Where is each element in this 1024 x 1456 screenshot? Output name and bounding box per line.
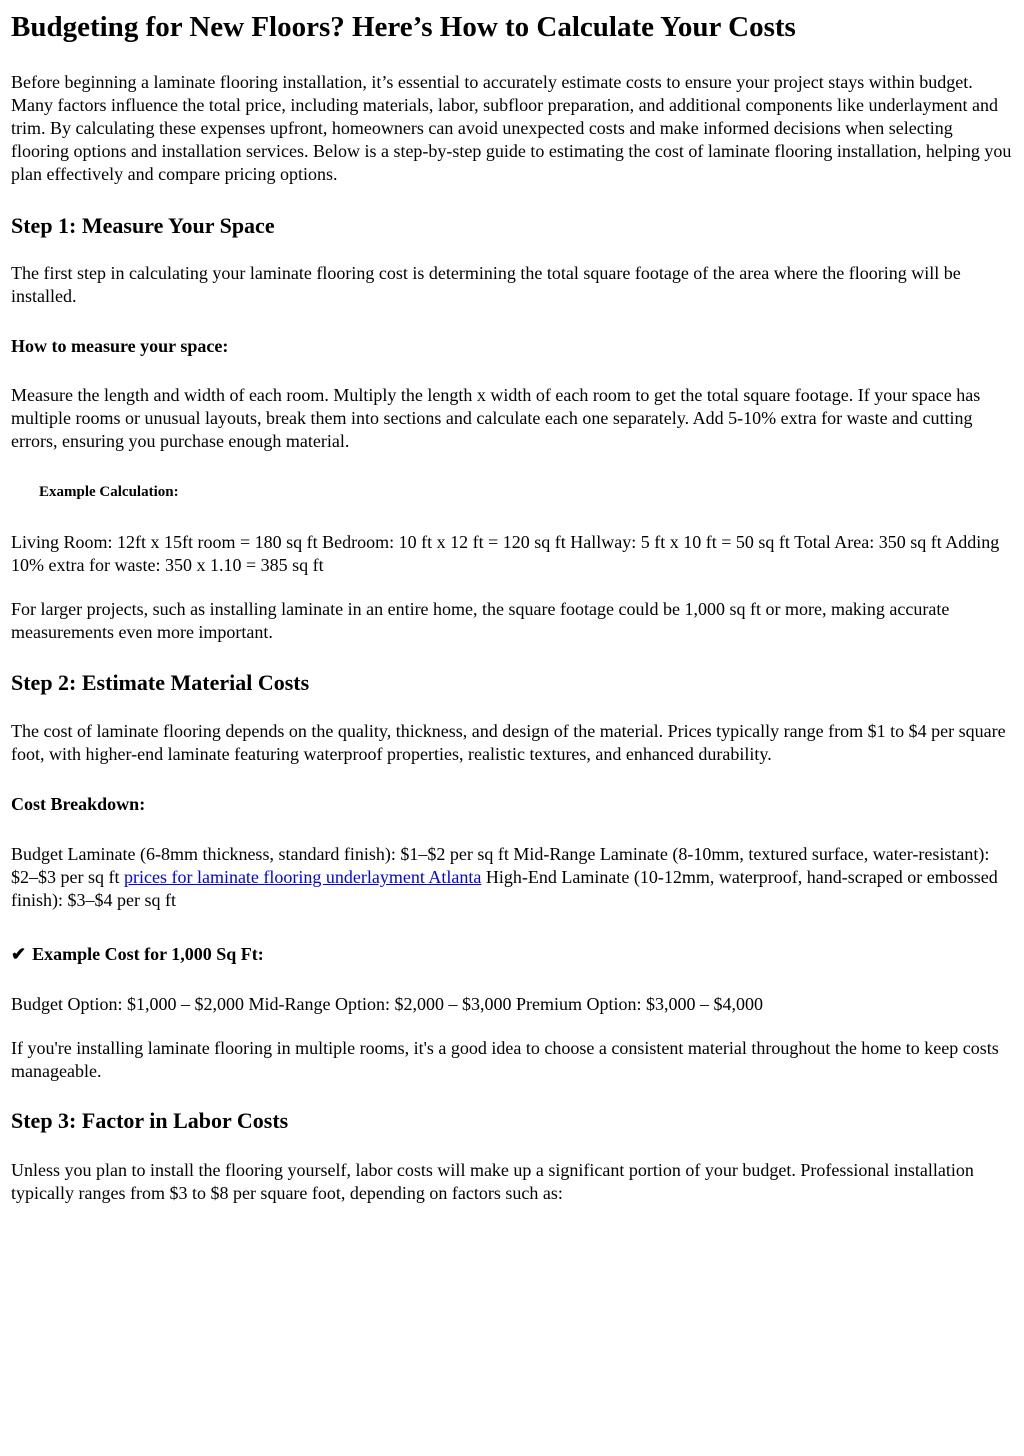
step1-heading: Step 1: Measure Your Space bbox=[11, 213, 275, 238]
step2-consistency-paragraph: If you're installing laminate flooring in multiple rooms, it's a good idea to choose a consistent material throughout the home to keep costs manageable. bbox=[11, 1038, 999, 1081]
checkmark-icon: ✔ bbox=[11, 944, 27, 964]
step3-paragraph: Unless you plan to install the flooring yourself, labor costs will make up a significant portion of your budget. Professional installation typically ranges from $3 to $8 per square foot, depending on factors such as: bbox=[11, 1160, 974, 1203]
step2-cost-breakdown bbox=[11, 843, 1013, 912]
step1-measure-paragraph: Measure the length and width of each room. Multiply the length x width of each room to get the total square footage. If your space has multiple rooms or unusual layouts, break them into sections and calculate each one separately. Add 5-10% extra for waste and cutting errors, ensuring you purchase enough material. bbox=[11, 385, 981, 451]
breakdown-text-before-link: Budget Laminate (6-8mm thickness, standard finish): $1–$2 per sq ft Mid-Range Laminate (8-10mm, textured surface, water-resistant): $2–$3 per sq ft bbox=[11, 844, 990, 887]
intro-paragraph: Before beginning a laminate flooring installation, it’s essential to accurately estimate costs to ensure your project stays within budget. Many factors influence the total price, including materials, labor, subfloor preparation, and additional components like underlayment and trim. By calculating these expenses upfront, homeowners can avoid unexpected costs and make informed decisions when selecting flooring options and installation services. Below is a step-by-step guide to estimating the cost of laminate flooring installation, helping you plan effectively and compare pricing options. bbox=[11, 72, 1012, 184]
step2-subheading: Cost Breakdown: bbox=[11, 794, 146, 814]
step2-paragraph: The cost of laminate flooring depends on the quality, thickness, and design of the material. Prices typically range from $1 to $4 per square foot, with higher-end laminate featuring waterproof properties, realistic textures, and enhanced durability. bbox=[11, 721, 1006, 764]
step2-example-text: Budget Option: $1,000 – $2,000 Mid-Range Option: $2,000 – $3,000 Premium Option: $3,000 – $4,000 bbox=[11, 994, 763, 1014]
underlayment-prices-link[interactable]: prices for laminate flooring underlayment Atlanta bbox=[123, 867, 482, 887]
step2-example-heading bbox=[11, 943, 1013, 965]
step3-heading: Step 3: Factor in Labor Costs bbox=[11, 1108, 289, 1133]
page-title: Budgeting for New Floors? Here’s How to Calculate Your Costs bbox=[11, 11, 796, 43]
step1-large-projects-paragraph: For larger projects, such as installing laminate in an entire home, the square footage could be 1,000 sq ft or more, making accurate measurements even more important. bbox=[11, 599, 950, 642]
article bbox=[0, 10, 1024, 1205]
step1-example-text: Living Room: 12ft x 15ft room = 180 sq ft Bedroom: 10 ft x 12 ft = 120 sq ft Hallway: 5 ft x 10 ft = 50 sq ft Total Area: 350 sq ft Adding 10% extra for waste: 350 x 1.10 = 385 sq ft bbox=[11, 532, 1000, 575]
step2-example-heading-text: Example Cost for 1,000 Sq Ft: bbox=[32, 944, 264, 964]
step2-heading: Step 2: Estimate Material Costs bbox=[11, 670, 310, 695]
step1-subheading: How to measure your space: bbox=[11, 336, 229, 356]
breakdown-text-after-link: High-End Laminate (10-12mm, waterproof, hand-scraped or embossed finish): $3–$4 per sq ft bbox=[11, 867, 998, 910]
step1-example-heading: Example Calculation: bbox=[39, 484, 179, 500]
step1-paragraph: The first step in calculating your laminate flooring cost is determining the total square footage of the area where the flooring will be installed. bbox=[11, 263, 961, 306]
